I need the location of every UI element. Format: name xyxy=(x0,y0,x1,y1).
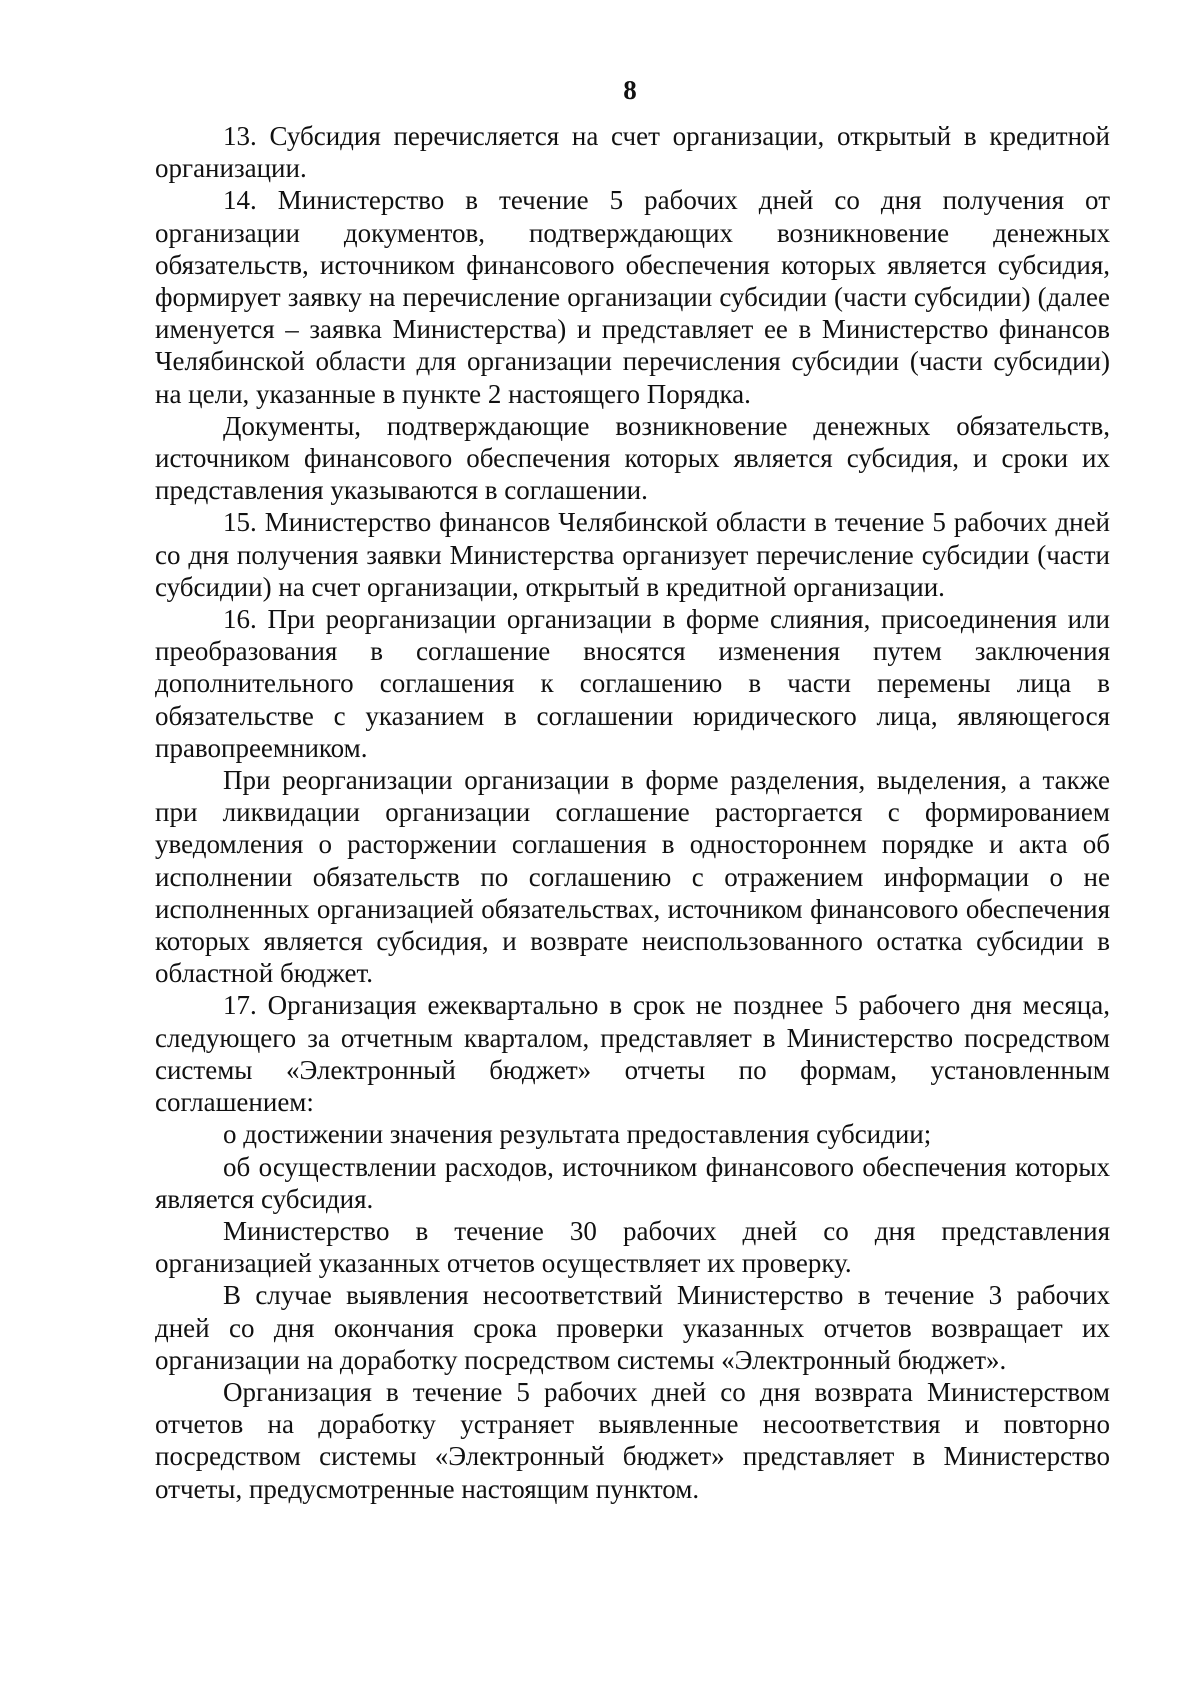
paragraph-17: 17. Организация ежеквартально в срок не позднее 5 рабочего дня месяца, следующего за отчетным кварталом, представляет в Министерство посредством системы «Электронный бюджет» отчеты по формам, установленным соглашением: xyxy=(155,990,1110,1118)
paragraph-14: 14. Министерство в течение 5 рабочих дней со дня получения от организации документов, подтверждающих возникновение денежных обязательств, источником финансового обеспечения которых является субсидия, формирует заявку на перечисление организации субсидии (части субсидии) (далее именуется – заявка Министерства) и представляет ее в Министерство финансов Челябинской области для организации перечисления субсидии (части субсидии) на цели, указанные в пункте 2 настоящего Порядка. xyxy=(155,185,1110,409)
paragraph-17-verification: Министерство в течение 30 рабочих дней со дня представления организацией указанных отчетов осуществляет их проверку. xyxy=(155,1215,1110,1279)
document-body xyxy=(155,120,1110,1505)
paragraph-16-reorganization: При реорганизации организации в форме разделения, выделения, а также при ликвидации организации соглашение расторгается с формированием уведомления о расторжении соглашения в одностороннем порядке и акта об исполнении обязательств по соглашению с отражением информации о не исполненных организацией обязательствах, источником финансового обеспечения которых является субсидия, и возврате неиспользованного остатка субсидии в областной бюджет. xyxy=(155,765,1110,989)
paragraph-17-discrepancies: В случае выявления несоответствий Министерство в течение 3 рабочих дней со дня окончания срока проверки указанных отчетов возвращает их организации на доработку посредством системы «Электронный бюджет». xyxy=(155,1280,1110,1375)
paragraph-16: 16. При реорганизации организации в форме слияния, присоединения или преобразования в соглашение вносятся изменения путем заключения дополнительного соглашения к соглашению в части перемены лица в обязательстве с указанием в соглашении юридического лица, являющегося правопреемником. xyxy=(155,604,1110,763)
paragraph-17-item-expenses: об осуществлении расходов, источником финансового обеспечения которых является субсидия. xyxy=(155,1151,1110,1214)
paragraph-15: 15. Министерство финансов Челябинской области в течение 5 рабочих дней со дня получения заявки Министерства организует перечисление субсидии (части субсидии) на счет организации, открытый в кредитной организации. xyxy=(155,507,1110,602)
paragraph-17-item-result: о достижении значения результата предоставления субсидии; xyxy=(223,1119,932,1150)
paragraph-17-resubmission: Организация в течение 5 рабочих дней со дня возврата Министерством отчетов на доработку устраняет выявленные несоответствия и повторно посредством системы «Электронный бюджет» представляет в Министерство отчеты, предусмотренные настоящим пунктом. xyxy=(155,1376,1110,1504)
paragraph-13: 13. Субсидия перечисляется на счет организации, открытый в кредитной организации. xyxy=(155,121,1110,184)
paragraph-14-documents: Документы, подтверждающие возникновение денежных обязательств, источником финансового обеспечения которых является субсидия, и сроки их представления указываются в соглашении. xyxy=(155,410,1110,506)
page-number: 8 xyxy=(623,75,637,105)
